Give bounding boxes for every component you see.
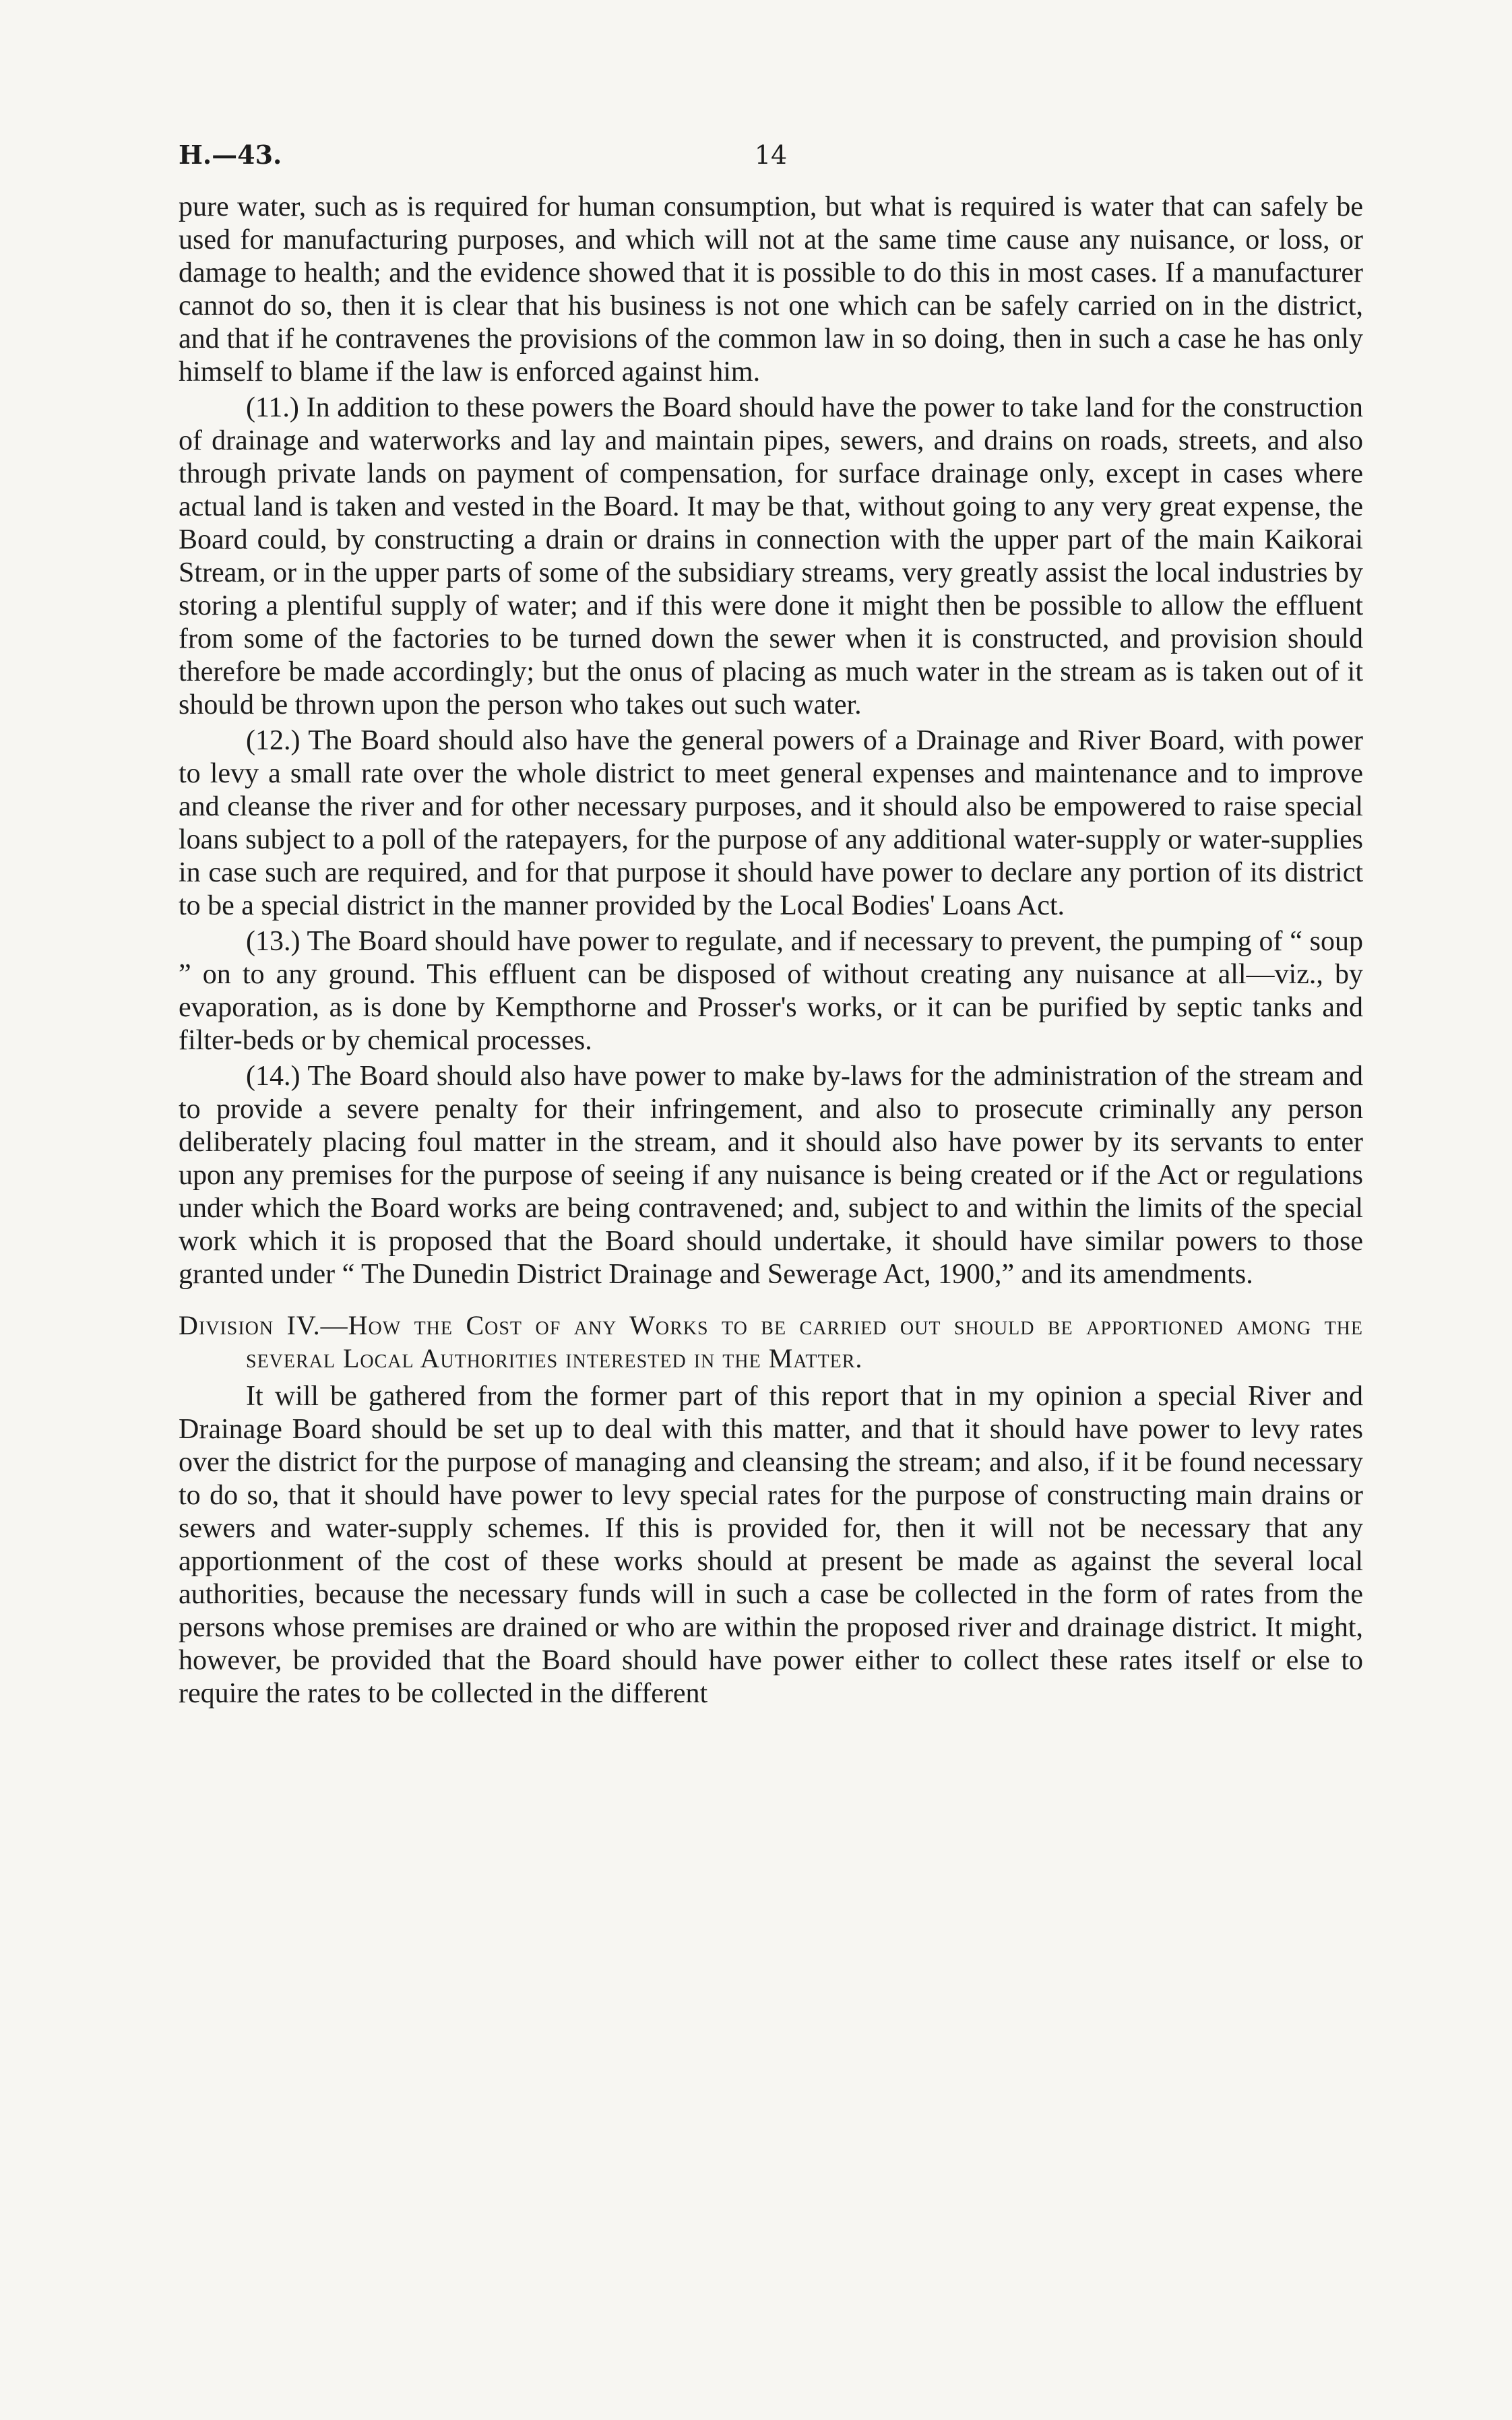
document-page [179,131,1363,1713]
paragraph-13: (13.) The Board should have power to regulate, and if necessary to prevent, the pumping of “ soup ” on to any ground. This effluent can be disposed of without creating any nuisance at all—viz., by evaporation, as is done by Kempthorne and Prosser's works, or it can be purified by septic tanks and filter-beds or by chemical processes. [179,926,1363,1056]
paragraph-11: (11.) In addition to these powers the Board should have the power to take land for the construction of drainage and waterworks and lay and maintain pipes, sewers, and drains on roads, streets, and also through private lands on payment of compensation, for surface drainage only, except in cases where actual land is taken and vested in the Board. It may be that, without going to any very great expense, the Board could, by constructing a drain or drains in connection with the upper part of the main Kaikorai Stream, or in the upper parts of some of the subsidiary streams, very greatly assist the local industries by storing a plentiful supply of water; and if this were done it might then be possible to allow the effluent from some of the factories to be turned down the sewer when it is constructed, and provision should therefore be made accordingly; but the onus of placing as much water in the stream as is taken out of it should be thrown upon the person who takes out such water. [179,392,1363,720]
page-header [179,131,1363,179]
paragraph-continuation: pure water, such as is required for human consumption, but what is required is water that can safely be used for manufacturing purposes, and which will not at the same time cause any nuisance, or loss, or damage to health; and the evidence showed that it is possible to do this in most cases. If a manufacturer cannot do so, then it is clear that his business is not one which can be safely carried on in the district, and that if he contravenes the provisions of the common law in so doing, then in such a case he has only himself to blame if the law is enforced against him. [179,191,1363,387]
document-reference: H.—43. [179,139,282,170]
page-number: 14 [754,140,788,170]
body-text [179,191,1363,1710]
paragraph-14: (14.) The Board should also have power to make by-laws for the administration of the stream and to provide a severe penalty for their infringement, and also to prosecute criminally any person deliberately placing foul matter in the stream, and it should also have power by its servants to enter upon any premises for the purpose of seeing if any nuisance is being created or if the Act or regulations under which the Board works are being contravened; and, subject to and within the limits of the special work which it is proposed that the Board should undertake, it should have similar powers to those granted under “ The Dunedin District Drainage and Sewerage Act, 1900,” and its amendments. [179,1061,1363,1290]
division-heading: Division IV.—How the Cost of any Works to be carried out should be apportioned among the several Local Authorities interested in the Matter. [179,1310,1363,1373]
paragraph-12: (12.) The Board should also have the general powers of a Drainage and River Board, with power to levy a small rate over the whole district to meet general expenses and maintenance and to improve and cleanse the river and for other necessary purposes, and it should also be empowered to raise special loans subject to a poll of the ratepayers, for the purpose of any additional water-supply or water-supplies in case such are required, and for that purpose it should have power to declare any portion of its district to be a special district in the manner provided by the Local Bodies' Loans Act. [179,725,1363,921]
division-paragraph: It will be gathered from the former part of this report that in my opinion a special River and Drainage Board should be set up to deal with this matter, and that it should have power to levy rates over the district for the purpose of managing and cleansing the stream; and also, if it be found necessary to do so, that it should have power to levy special rates for the purpose of constructing main drains or sewers and water-supply schemes. If this is provided for, then it will not be necessary that any apportionment of the cost of these works should at present be made as against the several local authorities, because the necessary funds will in such a case be collected in the form of rates from the persons whose premises are drained or who are within the proposed river and drainage district. It might, however, be provided that the Board should have power either to collect these rates itself or else to require the rates to be collected in the different [179,1381,1363,1709]
